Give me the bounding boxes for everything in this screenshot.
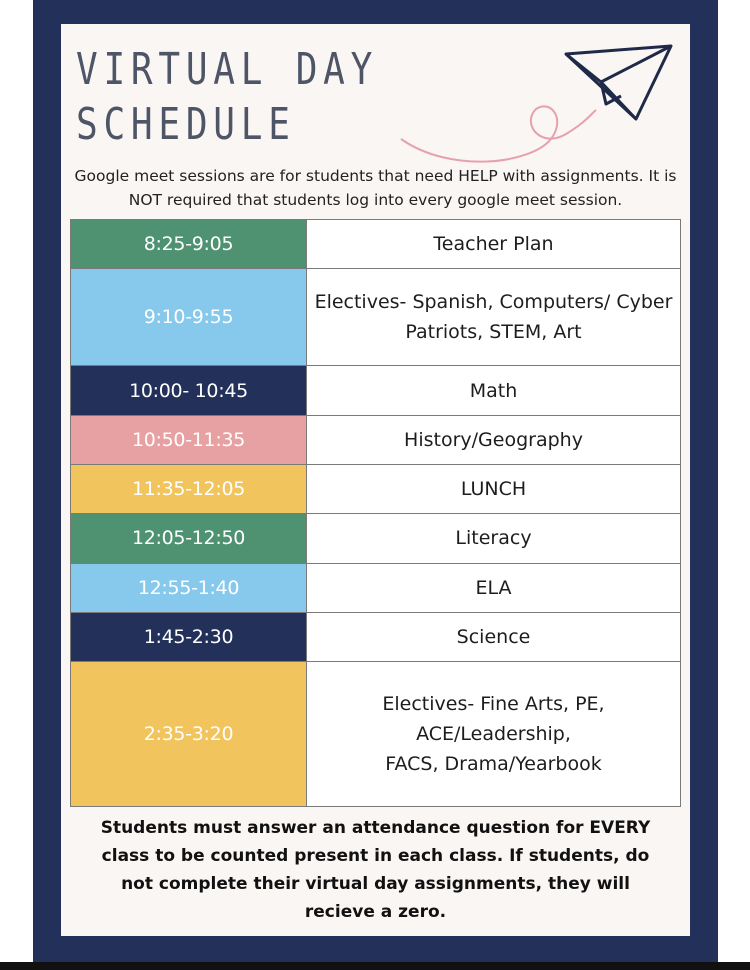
footer-line-2: class to be counted present in each class. If students, do <box>101 846 650 866</box>
subject-line: Patriots, STEM, Art <box>405 321 582 344</box>
bottom-bar <box>0 962 750 970</box>
schedule-row <box>71 464 681 513</box>
schedule-row <box>71 269 681 366</box>
time-slot: 2:35-3:20 <box>71 662 307 807</box>
decoration <box>391 34 681 184</box>
footer-note <box>61 814 690 926</box>
subject-line: Teacher Plan <box>433 233 554 256</box>
time-slot: 10:50-11:35 <box>71 415 307 464</box>
footer-line-1: Students must answer an attendance question for EVERY <box>100 818 651 838</box>
subject-cell <box>307 464 681 513</box>
time-slot: 1:45-2:30 <box>71 612 307 661</box>
schedule-row <box>71 612 681 661</box>
footer-line-3: not complete their virtual day assignments, they will <box>121 874 630 894</box>
time-slot: 9:10-9:55 <box>71 269 307 366</box>
subject-line: History/Geography <box>404 428 583 451</box>
poster-title <box>76 42 378 152</box>
time-slot: 12:05-12:50 <box>71 514 307 563</box>
swirl-decoration <box>401 106 596 161</box>
subject-line: Math <box>469 379 518 402</box>
schedule-table <box>70 219 681 807</box>
subject-line: LUNCH <box>460 478 527 501</box>
schedule-row <box>71 563 681 612</box>
time-slot: 11:35-12:05 <box>71 464 307 513</box>
schedule-row <box>71 220 681 269</box>
footer-line-4: recieve a zero. <box>304 902 447 922</box>
title-line-2: SCHEDULE <box>76 99 296 150</box>
schedule-row <box>71 514 681 563</box>
subject-cell <box>307 514 681 563</box>
schedule-row <box>71 366 681 415</box>
time-slot: 8:25-9:05 <box>71 220 307 269</box>
poster-card <box>61 24 690 936</box>
subject-cell <box>307 220 681 269</box>
subject-line: Electives- Spanish, Computers/ Cyber <box>314 291 673 314</box>
subject-line: FACS, Drama/Yearbook <box>385 753 602 776</box>
subject-cell <box>307 563 681 612</box>
schedule-row <box>71 662 681 807</box>
intro-line-2: NOT required that students log into every google meet session. <box>128 191 623 209</box>
subject-cell <box>307 415 681 464</box>
time-slot: 10:00- 10:45 <box>71 366 307 415</box>
subject-line: Literacy <box>455 527 532 550</box>
intro-text <box>61 164 690 212</box>
title-line-1: VIRTUAL DAY <box>76 44 379 95</box>
subject-cell <box>307 366 681 415</box>
subject-cell <box>307 662 681 807</box>
intro-line-1: Google meet sessions are for students that need HELP with assignments. It is <box>74 167 677 185</box>
schedule-row <box>71 415 681 464</box>
subject-line: Science <box>456 626 531 649</box>
paper-plane-icon <box>566 46 671 119</box>
subject-cell <box>307 269 681 366</box>
subject-cell <box>307 612 681 661</box>
subject-line: Electives- Fine Arts, PE, ACE/Leadership, <box>382 693 605 746</box>
subject-line: ELA <box>475 576 512 599</box>
time-slot: 12:55-1:40 <box>71 563 307 612</box>
